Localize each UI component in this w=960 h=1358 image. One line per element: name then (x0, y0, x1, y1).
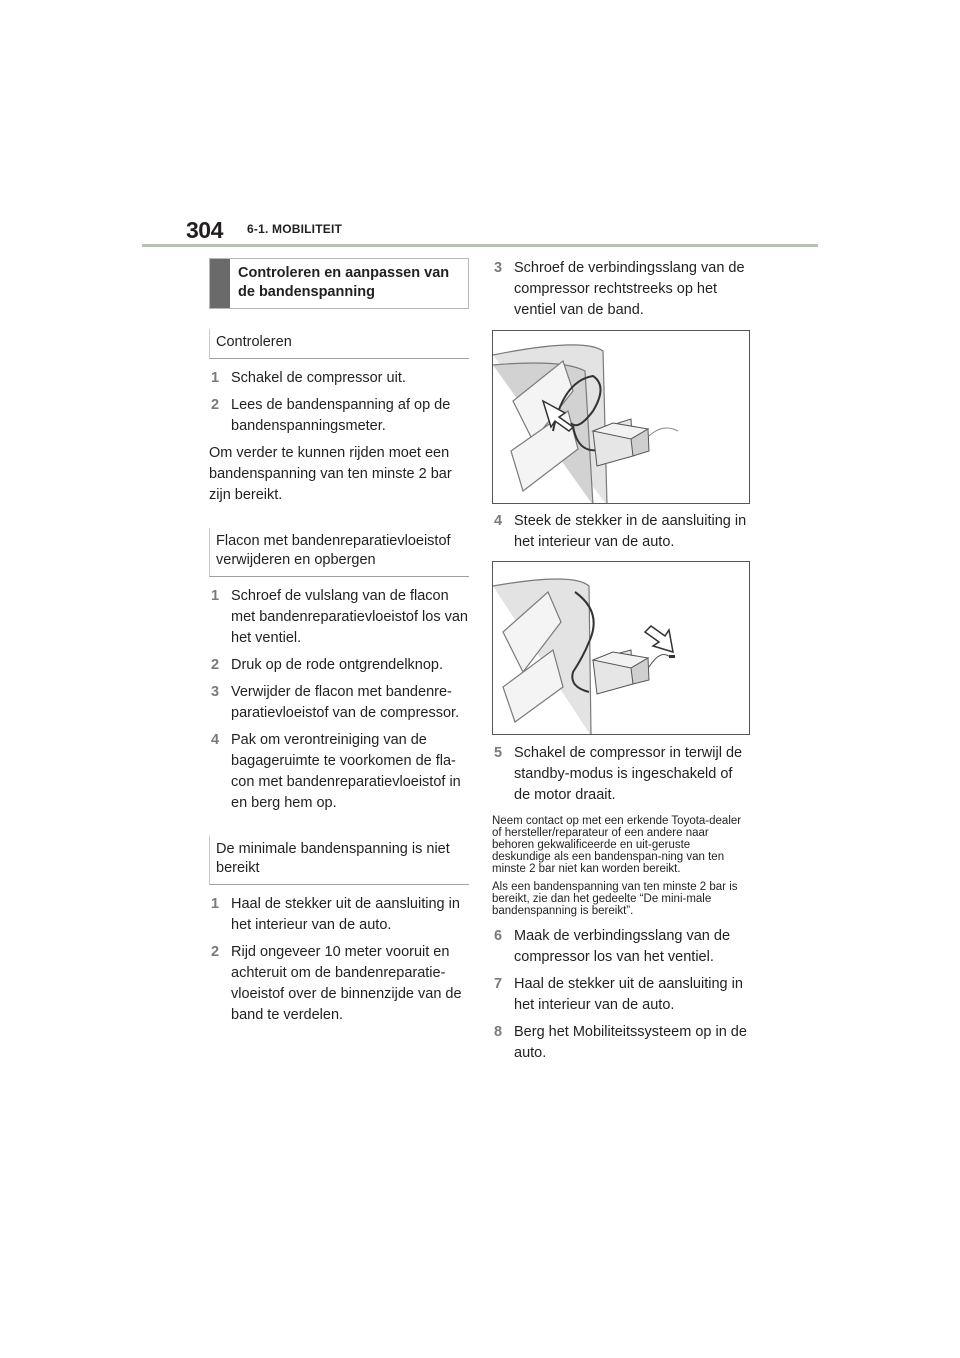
step-text: Schroef de vulslang van de flacon met bandenreparatievloeistof los van het ventiel. (231, 588, 468, 646)
step-number: 5 (494, 745, 503, 761)
subheading-minimale: De minimale bandenspanning is niet bereikt (209, 836, 469, 885)
section-bar (210, 259, 230, 308)
step-number: 2 (211, 397, 220, 413)
step (209, 682, 469, 724)
step (492, 1022, 750, 1064)
step-number: 6 (494, 928, 503, 944)
step (209, 586, 469, 649)
step (209, 368, 469, 389)
note-paragraph: Om verder te kunnen rijden moet een bandenspanning van ten minste 2 bar zijn bereikt. (209, 445, 452, 503)
step-number: 2 (211, 657, 220, 673)
step-text: Haal de stekker uit de aansluiting in het interieur van de auto. (231, 896, 460, 933)
step (209, 655, 469, 676)
step-number: 3 (494, 260, 503, 276)
page-number: 304 (186, 217, 223, 243)
step (492, 743, 750, 806)
step-number: 4 (494, 513, 503, 529)
subheading-controleren: Controleren (209, 329, 469, 359)
wheel-compressor-drawing (493, 331, 750, 504)
step-number: 3 (211, 684, 220, 700)
section-title: Controleren en aanpassen van de bandenspanning (238, 265, 450, 300)
step (492, 926, 750, 968)
step (209, 942, 469, 1026)
step (209, 894, 469, 936)
step-text: Druk op de rode ontgrendelknop. (231, 657, 444, 673)
step-number: 7 (494, 976, 503, 992)
header-rule (142, 244, 818, 247)
step-text: Lees de bandenspanning af op de bandenspanningsmeter. (231, 397, 451, 434)
step-text: Schakel de compressor uit. (231, 370, 406, 386)
step (492, 258, 750, 321)
step-text: Schakel de compressor in terwijl de standby-modus is ingeschakeld of de motor draait. (514, 745, 743, 803)
step-text: Rijd ongeveer 10 meter vooruit en achteruit om de bandenreparatie-vloeistof over de binnenzijde van de band te verdelen. (231, 944, 462, 1023)
step-text: Haal de stekker uit de aansluiting in het interieur van de auto. (514, 976, 743, 1013)
step-text: Berg het Mobiliteitssysteem op in de auto. (514, 1024, 747, 1061)
step-text: Steek de stekker in de aansluiting in het interieur van de auto. (514, 513, 747, 550)
step-number: 1 (211, 896, 220, 912)
illustration-plug-socket (492, 561, 750, 735)
step-text: Schroef de verbindingsslang van de compressor rechtstreeks op het ventiel van de band. (514, 260, 745, 318)
step-number: 2 (211, 944, 220, 960)
step-number: 4 (211, 732, 220, 748)
small-note: Neem contact op met een erkende Toyota-dealer of hersteller/reparateur of een andere naar behoren gekwalificeerde en uit-geruste deskundige als een bandenspan-ning van ten minste 2 bar niet kan worden bereikt. (492, 815, 742, 875)
subheading-flacon: Flacon met bandenreparatievloeistof verwijderen en opbergen (209, 528, 469, 577)
left-column (209, 258, 469, 1032)
step-text: Maak de verbindingsslang van de compressor los van het ventiel. (514, 928, 731, 965)
step-text: Verwijder de flacon met bandenre-paratievloeistof van de compressor. (231, 684, 460, 721)
step (209, 395, 469, 437)
small-note: Als een bandenspanning van ten minste 2 bar is bereikt, zie dan het gedeelte “De mini-male bandenspanning is bereikt”. (492, 881, 738, 917)
section-heading (209, 258, 469, 309)
wheel-compressor-plug-drawing (493, 562, 750, 735)
step-number: 8 (494, 1024, 503, 1040)
step (492, 974, 750, 1016)
illustration-hose-to-valve (492, 330, 750, 504)
chapter-title: 6-1. MOBILITEIT (247, 222, 343, 236)
step-number: 1 (211, 588, 220, 604)
right-column (492, 258, 750, 1070)
step (492, 511, 750, 553)
step-number: 1 (211, 370, 220, 386)
step-text: Pak om verontreiniging van de bagageruimte te voorkomen de fla-con met bandenreparatievloeistof in en berg hem op. (231, 732, 461, 811)
step (209, 730, 469, 814)
